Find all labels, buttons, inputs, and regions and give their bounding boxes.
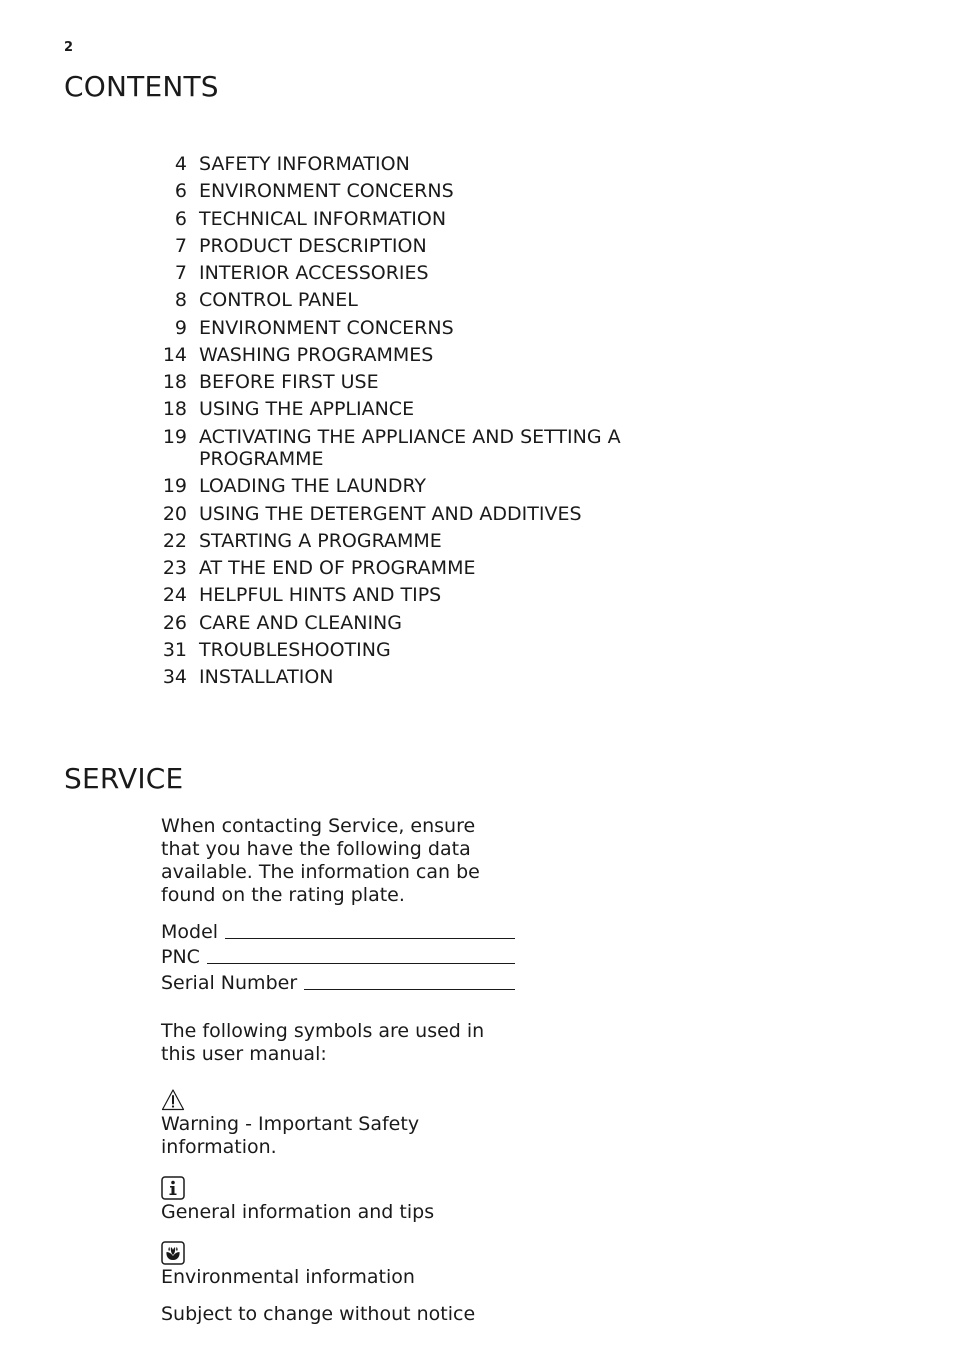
toc-page-number: 6 — [174, 207, 187, 230]
toc-page-number: 14 — [162, 343, 187, 366]
toc-title: WASHING PROGRAMMES — [199, 343, 434, 366]
toc-title: SAFETY INFORMATION — [199, 153, 410, 175]
toc-entry — [156, 153, 656, 176]
toc-page-number: 20 — [162, 502, 187, 525]
symbol-warning — [161, 1088, 531, 1159]
service-section — [161, 815, 531, 1326]
symbol-environment — [161, 1241, 531, 1289]
contents-heading: CONTENTS — [64, 70, 219, 103]
toc-page-number: 22 — [162, 529, 187, 552]
toc-entry — [156, 639, 656, 662]
symbols-intro: The following symbols are used in this user manual: — [161, 1019, 485, 1065]
pnc-field — [161, 944, 515, 970]
toc-page-number: 18 — [162, 398, 187, 421]
toc-title: TECHNICAL INFORMATION — [199, 207, 447, 230]
toc-page-number: 8 — [174, 289, 187, 312]
toc-title: AT THE END OF PROGRAMME — [199, 557, 476, 579]
toc-page-number: 7 — [174, 262, 187, 284]
toc-title: ENVIRONMENT CONCERNS — [199, 180, 454, 203]
toc-title: PRODUCT DESCRIPTION — [199, 234, 427, 257]
symbol-info-text: General information and tips — [161, 1200, 435, 1223]
toc-entry — [156, 317, 656, 340]
toc-page-number: 6 — [174, 180, 187, 203]
serial-number-label: Serial Number — [161, 971, 298, 994]
toc-entry — [156, 666, 656, 689]
toc-entry — [156, 344, 656, 367]
toc-title: TROUBLESHOOTING — [199, 638, 391, 661]
toc-title: HELPFUL HINTS AND TIPS — [199, 584, 442, 607]
toc-title: CARE AND CLEANING — [199, 611, 402, 634]
toc-page-number: 31 — [162, 638, 187, 661]
toc-title: INSTALLATION — [199, 666, 334, 688]
service-intro: When contacting Service, ensure that you have the following data available. The information can be found on the rating plate. — [161, 815, 480, 906]
toc-page-number: 34 — [162, 666, 187, 688]
toc-page-number: 18 — [162, 371, 187, 393]
toc-entry — [156, 475, 656, 498]
toc-page-number: 24 — [162, 584, 187, 607]
toc-title: LOADING THE LAUNDRY — [199, 475, 427, 498]
toc-title: BEFORE FIRST USE — [199, 371, 379, 393]
toc-page-number: 9 — [174, 316, 187, 339]
symbol-warning-text: Warning - Important Safety information. — [161, 1112, 420, 1158]
toc-entry — [156, 371, 656, 394]
model-label: Model — [161, 920, 219, 943]
service-heading: SERVICE — [64, 762, 184, 795]
serial-number-field — [161, 969, 515, 995]
toc-entry — [156, 557, 656, 580]
warning-triangle-icon — [161, 1088, 185, 1112]
rating-plate-fields — [161, 918, 531, 995]
change-notice: Subject to change without notice — [161, 1302, 476, 1325]
toc-entry — [156, 235, 656, 258]
model-field — [161, 918, 515, 944]
pnc-blank-line — [207, 963, 515, 964]
toc-page-number: 23 — [162, 557, 187, 579]
toc-entry — [156, 262, 656, 285]
environment-icon — [161, 1241, 185, 1265]
toc-entry — [156, 503, 656, 526]
toc-page-number: 7 — [174, 234, 187, 257]
toc-page-number: 26 — [162, 611, 187, 634]
toc-title: USING THE DETERGENT AND ADDITIVES — [199, 502, 582, 525]
toc-title: ACTIVATING THE APPLIANCE AND SETTING A PROGRAMME — [199, 425, 621, 470]
toc-entry — [156, 398, 656, 421]
toc-entry — [156, 530, 656, 553]
model-blank-line — [225, 938, 515, 939]
table-of-contents — [156, 153, 656, 693]
toc-page-number: 19 — [162, 475, 187, 498]
serial-number-blank-line — [304, 989, 515, 990]
toc-title: INTERIOR ACCESSORIES — [199, 262, 429, 284]
page-number: 2 — [64, 40, 74, 55]
toc-entry — [156, 426, 656, 471]
toc-title: USING THE APPLIANCE — [199, 398, 415, 421]
toc-entry — [156, 180, 656, 203]
toc-entry — [156, 289, 656, 312]
toc-title: ENVIRONMENT CONCERNS — [199, 316, 454, 339]
symbol-info — [161, 1176, 531, 1224]
info-icon — [161, 1176, 185, 1200]
pnc-label: PNC — [161, 946, 200, 968]
toc-entry — [156, 612, 656, 635]
toc-title: STARTING A PROGRAMME — [199, 529, 442, 552]
toc-title: CONTROL PANEL — [199, 289, 358, 312]
toc-entry — [156, 584, 656, 607]
toc-entry — [156, 208, 656, 231]
toc-page-number: 19 — [162, 425, 187, 448]
symbol-environment-text: Environmental information — [161, 1265, 415, 1288]
toc-page-number: 4 — [174, 153, 187, 175]
